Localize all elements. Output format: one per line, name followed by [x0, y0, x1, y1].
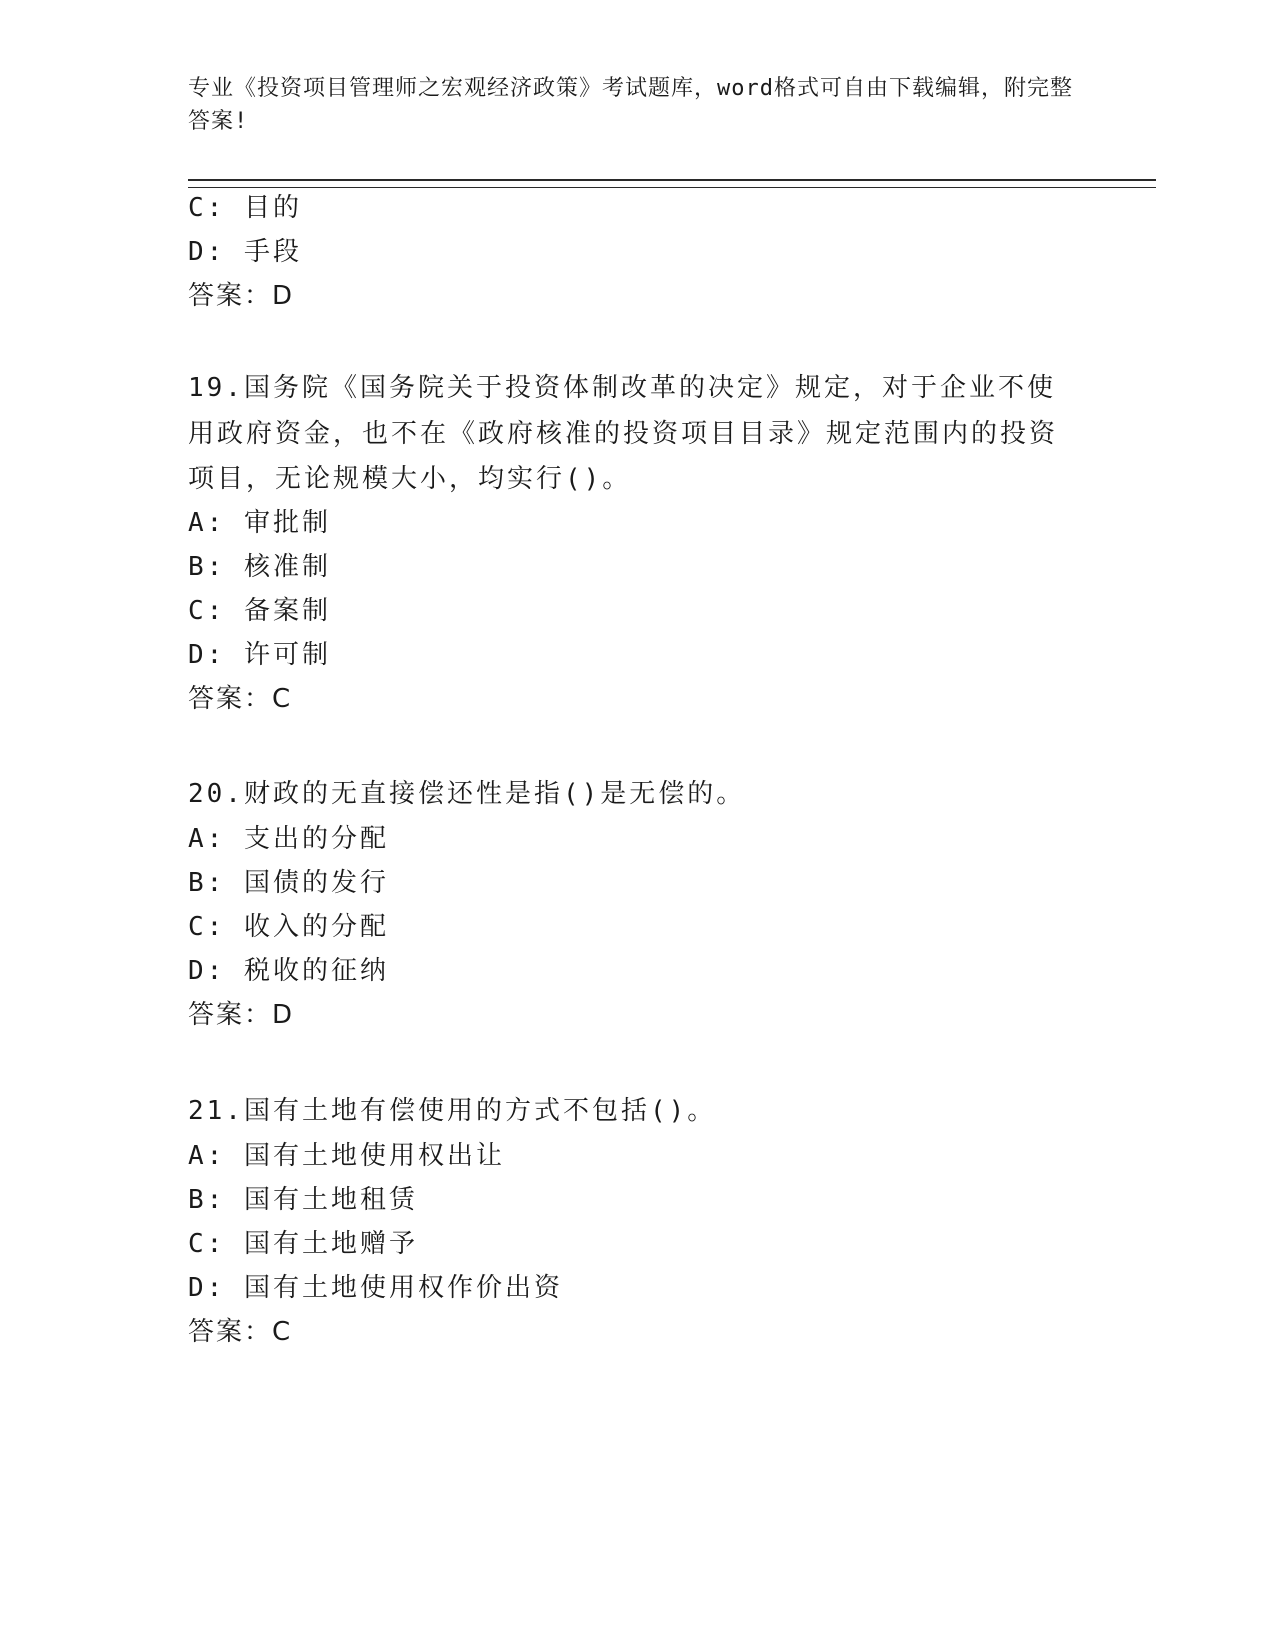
option-text: 国有土地使用权作价出资 [243, 1273, 563, 1303]
option-text: 目的 [243, 193, 302, 223]
question-text: 21.国有土地有偿使用的方式不包括()。 [188, 1096, 717, 1126]
option-a [188, 1134, 505, 1179]
option-b [188, 545, 331, 590]
answer-label: 答案：D [188, 1000, 295, 1030]
option-d [188, 949, 389, 994]
option-letter: B: [188, 1185, 226, 1215]
option-letter: D: [188, 956, 226, 986]
option-text: 税收的征纳 [243, 956, 389, 986]
option-letter: C: [188, 596, 226, 626]
question-text: 19.国务院《国务院关于投资体制改革的决定》规定，对于企业不使用政府资金，也不在《政府核准的投资项目目录》规定范围内的投资项目，无论规模大小，均实行()。 [188, 373, 1059, 494]
option-d [188, 633, 331, 678]
option-text: 核准制 [243, 552, 331, 582]
document-header: 专业《投资项目管理师之宏观经济政策》考试题库，word格式可自由下载编辑，附完整答案! [188, 76, 1073, 134]
option-letter: B: [188, 868, 226, 898]
option-c [188, 589, 331, 634]
option-b [188, 1178, 418, 1223]
option-letter: D: [188, 237, 226, 267]
option-letter: C: [188, 912, 226, 942]
option-letter: A: [188, 824, 226, 854]
option-letter: B: [188, 552, 226, 582]
option-letter: D: [188, 640, 226, 670]
option-b [188, 861, 389, 906]
option-text: 许可制 [243, 640, 331, 670]
option-text: 手段 [243, 237, 302, 267]
answer-label: 答案：C [188, 684, 293, 714]
question-text: 20.财政的无直接偿还性是指()是无偿的。 [188, 779, 746, 809]
answer-label: 答案：C [188, 1317, 293, 1347]
option-letter: A: [188, 508, 226, 538]
option-text: 国有土地赠予 [243, 1229, 418, 1259]
option-text: 备案制 [243, 596, 331, 626]
option-text: 收入的分配 [243, 912, 389, 942]
option-text: 国有土地使用权出让 [243, 1141, 505, 1171]
option-a [188, 817, 389, 862]
option-a [188, 501, 331, 546]
option-letter: A: [188, 1141, 226, 1171]
option-text: 支出的分配 [243, 824, 389, 854]
option-text: 国债的发行 [243, 868, 389, 898]
option-letter: D: [188, 1273, 226, 1303]
answer-label: 答案：D [188, 281, 295, 311]
option-letter: C: [188, 1229, 226, 1259]
option-text: 国有土地租赁 [243, 1185, 418, 1215]
header-divider [188, 179, 1156, 188]
option-c [188, 1222, 418, 1267]
option-d [188, 230, 302, 275]
option-text: 审批制 [243, 508, 331, 538]
option-d [188, 1266, 563, 1311]
option-c [188, 905, 389, 950]
option-letter: C: [188, 193, 226, 223]
option-c [188, 186, 302, 231]
